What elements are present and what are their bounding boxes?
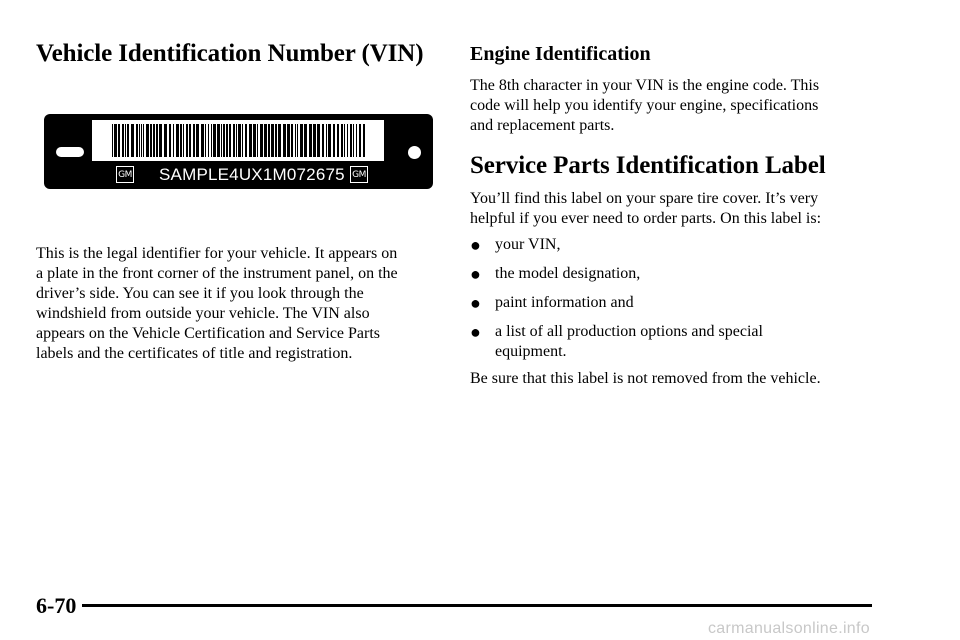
- bullet-icon: ●: [470, 235, 481, 255]
- vin-description-line: a plate in the front corner of the instrument panel, on the: [36, 265, 398, 282]
- watermark: carmanualsonline.info: [708, 620, 870, 637]
- bullet-icon: ●: [470, 264, 481, 284]
- vin-description: [36, 244, 446, 364]
- service-intro-line: helpful if you ever need to order parts. On this label is:: [470, 210, 822, 227]
- plate-slot: [56, 147, 84, 157]
- service-intro-line: You’ll find this label on your spare tire cover. It’s very: [470, 190, 819, 207]
- vin-description-line: This is the legal identifier for your vehicle. It appears on: [36, 245, 398, 262]
- vin-plate-illustration: [44, 114, 433, 189]
- gm-logo-left: GM: [116, 166, 134, 183]
- plate-hole: [408, 146, 421, 159]
- list-item: [470, 235, 890, 255]
- service-intro: [470, 189, 890, 229]
- list-item: [470, 293, 890, 313]
- vin-description-line: driver’s side. You can see it if you look through the: [36, 285, 364, 302]
- vin-heading: Vehicle Identification Number (VIN): [36, 40, 424, 67]
- footer-rule: [82, 604, 872, 607]
- vin-description-line: appears on the Vehicle Certification and Service Parts: [36, 325, 381, 342]
- service-bullet-list: [470, 235, 890, 362]
- vin-number: SAMPLE4UX1M072675: [159, 165, 345, 184]
- vin-description-line: windshield from outside your vehicle. The VIN also: [36, 305, 370, 322]
- engine-paragraph-line: code will help you identify your engine, specifications: [470, 97, 819, 114]
- engine-heading: Engine Identification: [470, 43, 651, 65]
- bullet-icon: ●: [470, 293, 481, 313]
- list-item-text: the model designation,: [495, 265, 641, 282]
- page-number: 6-70: [36, 593, 77, 618]
- list-item-text: a list of all production options and special: [495, 323, 763, 340]
- list-item-text: your VIN,: [495, 236, 561, 253]
- right-column: [470, 40, 890, 389]
- engine-paragraph: [470, 76, 890, 136]
- list-item: [470, 264, 890, 284]
- left-column: [36, 38, 438, 70]
- engine-paragraph-line: The 8th character in your VIN is the engine code. This: [470, 77, 820, 94]
- gm-logo-right: GM: [350, 166, 368, 183]
- list-item-text: equipment.: [495, 343, 567, 360]
- engine-paragraph-line: and replacement parts.: [470, 117, 615, 134]
- service-closing: Be sure that this label is not removed from the vehicle.: [470, 370, 821, 387]
- service-parts-heading: Service Parts Identification Label: [470, 152, 826, 179]
- vin-description-line: labels and the certificates of title and registration.: [36, 345, 353, 362]
- barcode: [92, 120, 384, 161]
- bullet-icon: ●: [470, 322, 481, 342]
- list-item-text: paint information and: [495, 294, 634, 311]
- barcode-graphic: [92, 120, 384, 161]
- list-item: [470, 322, 890, 362]
